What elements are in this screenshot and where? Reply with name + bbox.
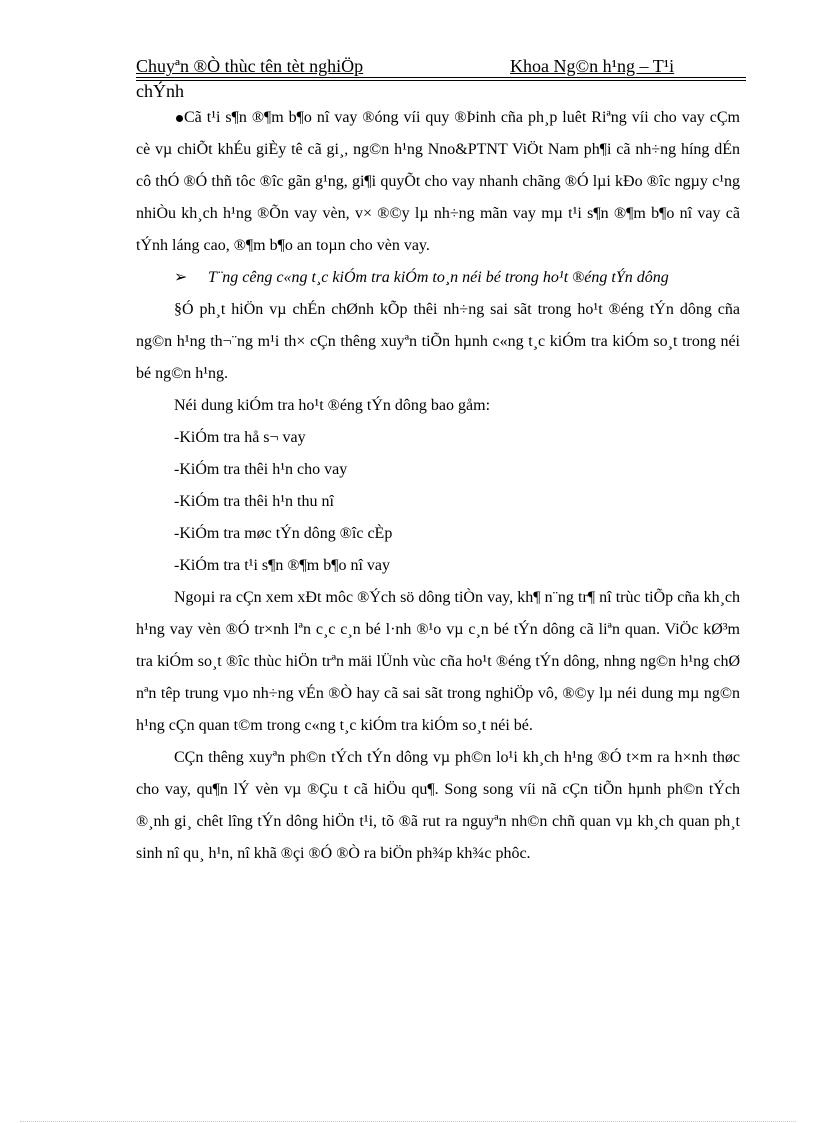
bullet-paragraph-text: Cã t¹i s¶n ®¶m b¶o nî vay ®óng víi quy ®Þinh cña ph¸p luêt Riªng víi cho vay cÇm cè vµ chiÕt khÉu giÈy tê cã gi¸, ng©n h¹ng Nno&PTNT ViÖt Nam ph¶i cã nh÷ng híng dÉn cô thÓ ®Ó thñ tôc ®îc gãn g¹ng, gi¶i quyÕt cho vay nhanh chãng ®Ó lµi kÐo ®îc ngµy c¹ng nhiÒu kh¸ch h¹ng ®Õn vay vèn, v× ®©y lµ nh÷ng mãn vay mµ t¹i s¶n ®¶m b¶o nî vay cã tÝnh láng cao, ®¶m b¶o an toµn cho vèn vay. — [136, 109, 740, 254]
list-item: -KiÓm tra hå s¬ vay — [174, 429, 306, 446]
arrow-bullet-icon: ➢ — [174, 269, 188, 286]
paragraph: §Ó ph¸t hiÖn vµ chÉn chØnh kÕp thêi nh÷ng sai sãt trong ho¹t ®éng tÝn dông cña ng©n h¹ng th¬¨ng m¹i th× cÇn thêng xuyªn tiÕn hµnh c«ng t¸c kiÓm tra kiÓm so¸t trong néi bé ng©n h¹ng. — [136, 301, 740, 382]
arrow-heading — [136, 262, 740, 294]
bullet-icon — [176, 115, 183, 122]
document-body — [136, 102, 740, 870]
header-rule — [136, 77, 746, 78]
paragraph: CÇn thêng xuyªn ph©n tÝch tÝn dông vµ ph©n lo¹i kh¸ch h¹ng ®Ó t×m ra h×nh thøc cho vay, qu¶n lÝ vèn vµ ®Çu t cã hiÖu qu¶. Song song víi nã cÇn tiÕn hµnh ph©n tÝch ®¸nh gi¸ chêt lîng tÝn dông hiÖn t¹i, tõ ®ã rut ra nguyªn nh©n chñ quan vµ kh¸ch quan ph¸t sinh nî qu¸ h¹n, nî khã ®çi ®Ó ®Ò ra biÖn ph¾p kh¾c phôc. — [136, 749, 740, 862]
paragraph: Ngoµi ra cÇn xem xÐt môc ®Ých sö dông tiÒn vay, kh¶ n¨ng tr¶ nî trùc tiÕp cña kh¸ch h¹ng vay vèn ®Ó tr×nh lªn c¸c c¸n bé l·nh ®¹o vµ c¸n bé tÝn dông cã liªn quan. ViÖc kØ³m tra kiÓm so¸t ®îc thùc hiÖn trªn mäi lÜnh vùc cña ho¹t ®éng tÝn dông, nhng ng©n h¹ng chØ nªn têp trung vµo nh÷ng vÉn ®Ò hay cã sai sãt trong nghiÖp vô, ®©y lµ néi dung mµ ng©n h¹ng cÇn quan t©m trong c«ng t¸c kiÓm tra kiÓm so¸t néi bé. — [136, 589, 740, 734]
page-header — [136, 55, 746, 79]
header-left-title: Chuyªn ®Ò thùc tên tèt nghiÖp — [136, 56, 364, 76]
list-item: -KiÓm tra t¹i s¶n ®¶m b¶o nî vay — [174, 557, 391, 574]
header-right-title: Khoa Ng©n h¹ng – T¹i — [510, 56, 675, 76]
header-continuation: chÝnh — [136, 81, 184, 101]
list-item: -KiÓm tra thêi h¹n thu nî — [174, 493, 334, 510]
list-item: -KiÓm tra thêi h¹n cho vay — [174, 461, 348, 478]
arrow-heading-text: T¨ng cêng c«ng t¸c kiÓm tra kiÓm to¸n néi bé trong ho¹t ®éng tÝn dông — [208, 269, 669, 286]
list-item: -KiÓm tra møc tÝn dông ®îc cÈp — [174, 525, 393, 542]
page-bottom-rule — [20, 1121, 796, 1122]
header-rule-double — [136, 80, 746, 81]
bullet-paragraph — [136, 102, 740, 262]
paragraph: Néi dung kiÓm tra ho¹t ®éng tÝn dông bao gåm: — [174, 397, 491, 414]
